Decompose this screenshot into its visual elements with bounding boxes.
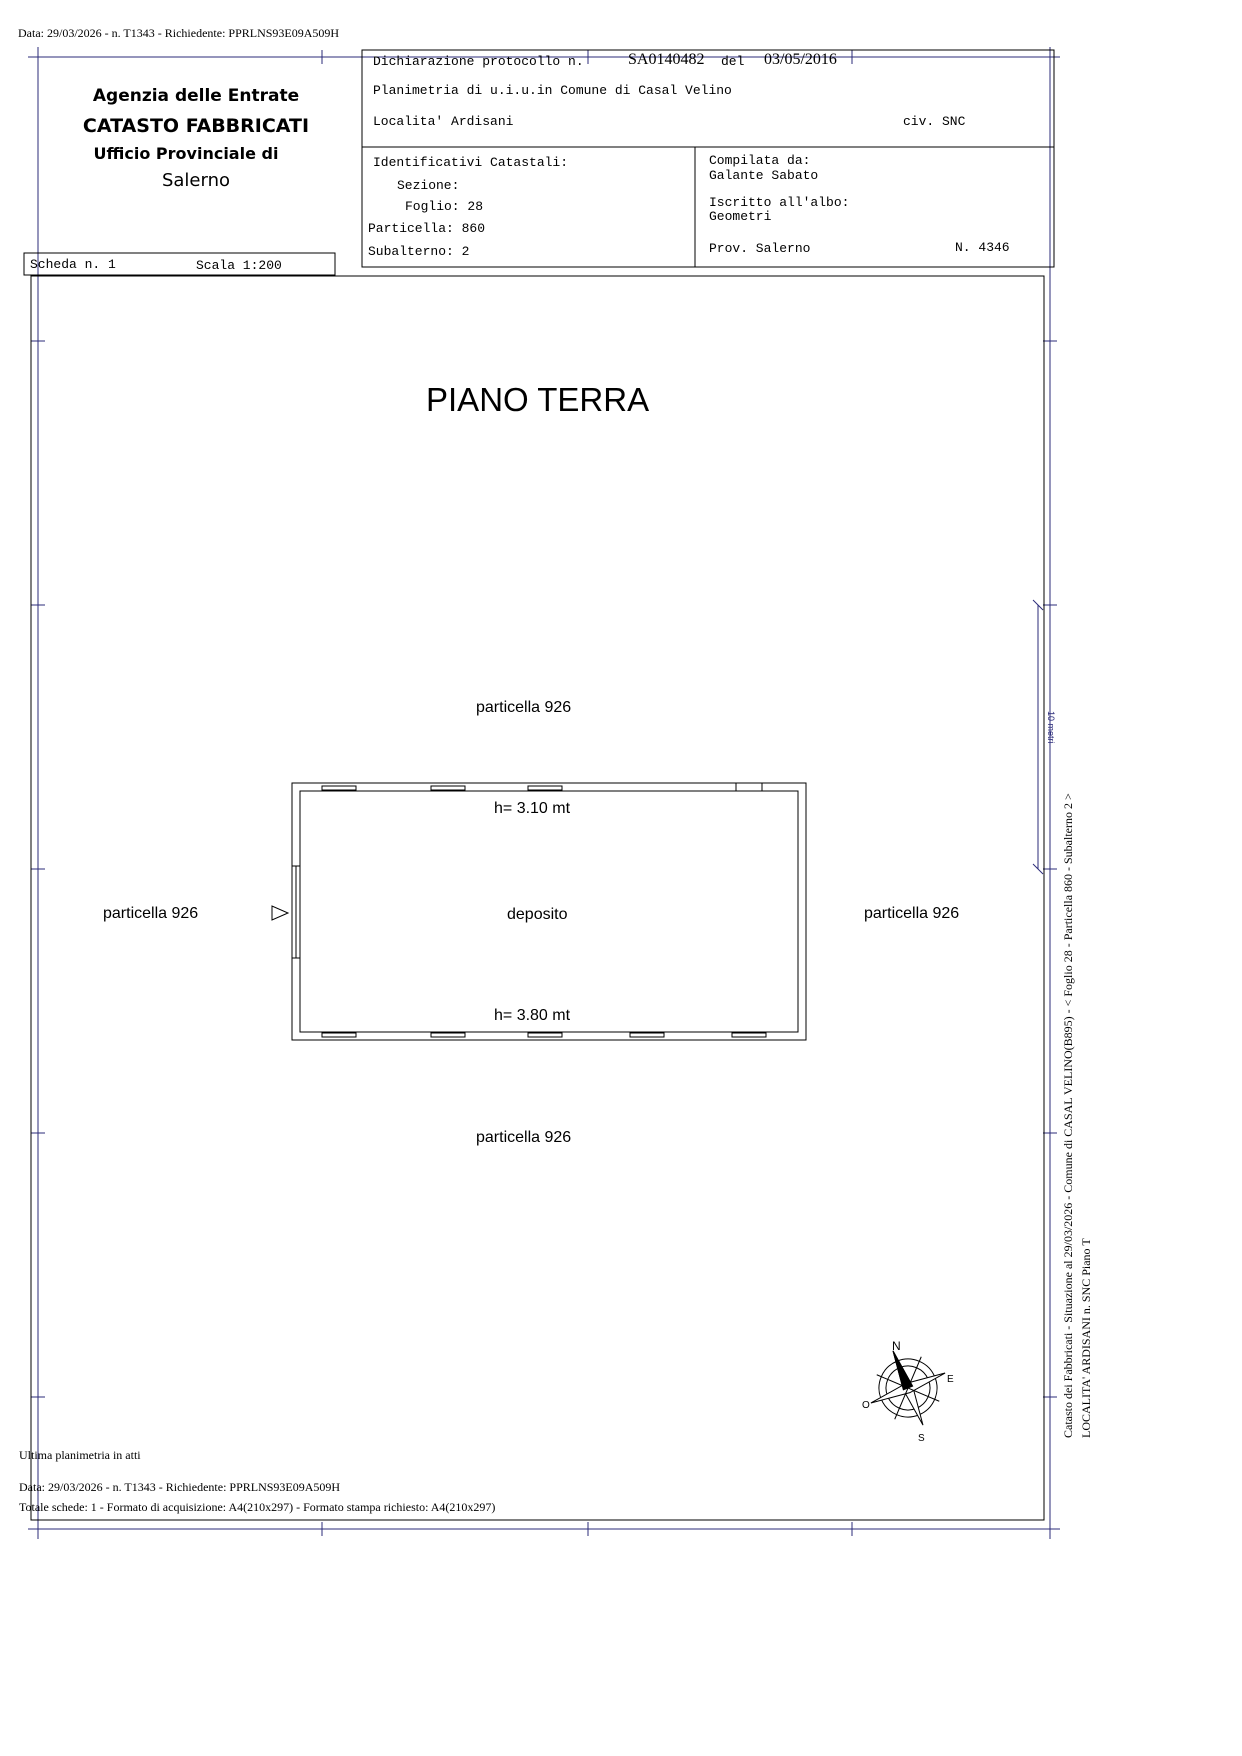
footer-totale-line: Totale schede: 1 - Formato di acquisizione: A4(210x297) - Formato stampa richiesto: A4(210x297) [19, 1500, 496, 1514]
civ-line: civ. SNC [903, 114, 966, 129]
identificativi-title: Identificativi Catastali: [373, 155, 569, 170]
localita-line: Localita' Ardisani [373, 114, 514, 129]
compass-rose-icon [856, 1336, 960, 1440]
height-bottom-label: h= 3.80 mt [494, 1007, 571, 1024]
subalterno-field: Subalterno: 2 [368, 244, 470, 259]
scheda-number: Scheda n. 1 [30, 257, 116, 272]
footer-data-line: Data: 29/03/2026 - n. T1343 - Richiedente: PPRLNS93E09A509H [19, 1480, 341, 1494]
prov-value: Prov. Salerno [709, 241, 811, 256]
protocol-del-label: del [721, 54, 745, 69]
protocol-label: Dichiarazione protocollo n. [373, 54, 584, 69]
compilata-label: Compilata da: [709, 153, 811, 168]
compass-e-label: E [947, 1374, 954, 1385]
neighbor-top-label: particella 926 [476, 699, 572, 716]
side-note-line1: Catasto dei Fabbricati - Situazione al 29/03/2026 - Comune di CASAL VELINO(B895) - < Foglio 28 - Particella 860 - Subalterno 2 > [1061, 793, 1075, 1438]
windows-top [322, 786, 562, 790]
room-name: deposito [507, 906, 568, 923]
outer-frame [28, 47, 1060, 1539]
neighbor-bottom-label: particella 926 [476, 1129, 572, 1146]
ufficio-label: Ufficio Provinciale di [93, 144, 279, 163]
scale-bar [1033, 600, 1043, 874]
request-header: Data: 29/03/2026 - n. T1343 - Richiedente: PPRLNS93E09A509H [18, 26, 340, 40]
drawing-frame [31, 276, 1044, 1520]
compass-n-label: N [892, 1339, 901, 1353]
compass-o-label: O [862, 1400, 870, 1411]
windows-bottom [322, 1033, 766, 1037]
compilata-name: Galante Sabato [709, 168, 819, 183]
compass-s-label: S [918, 1433, 925, 1444]
neighbor-left-label: particella 926 [103, 905, 199, 922]
foglio-field: Foglio: 28 [405, 199, 484, 214]
protocol-number: SA0140482 [628, 51, 705, 68]
scala-value: Scala 1:200 [196, 258, 282, 273]
height-top-label: h= 3.10 mt [494, 800, 571, 817]
particella-field: Particella: 860 [368, 221, 486, 236]
agency-name: Agenzia delle Entrate [92, 86, 300, 106]
albo-value: Geometri [709, 209, 772, 224]
entrance-arrow-icon [272, 906, 288, 920]
neighbor-right-label: particella 926 [864, 905, 960, 922]
ultima-planimetria: Ultima planimetria in atti [19, 1448, 141, 1462]
scale-mark-label: 10 metri [1046, 711, 1056, 744]
sezione-field: Sezione: [397, 178, 460, 193]
floor-title: PIANO TERRA [426, 381, 650, 418]
ufficio-city: Salerno [161, 170, 231, 191]
side-note-line2: LOCALITA' ARDISANI n. SNC Piano T [1079, 1238, 1093, 1438]
planimetria-line: Planimetria di u.i.u.in Comune di Casal Velino [373, 83, 732, 98]
protocol-date: 03/05/2016 [764, 51, 837, 68]
iscritto-label: Iscritto all'albo: [709, 195, 850, 210]
iscrizione-number: N. 4346 [955, 240, 1010, 255]
catasto-title: CATASTO FABBRICATI [82, 115, 310, 137]
